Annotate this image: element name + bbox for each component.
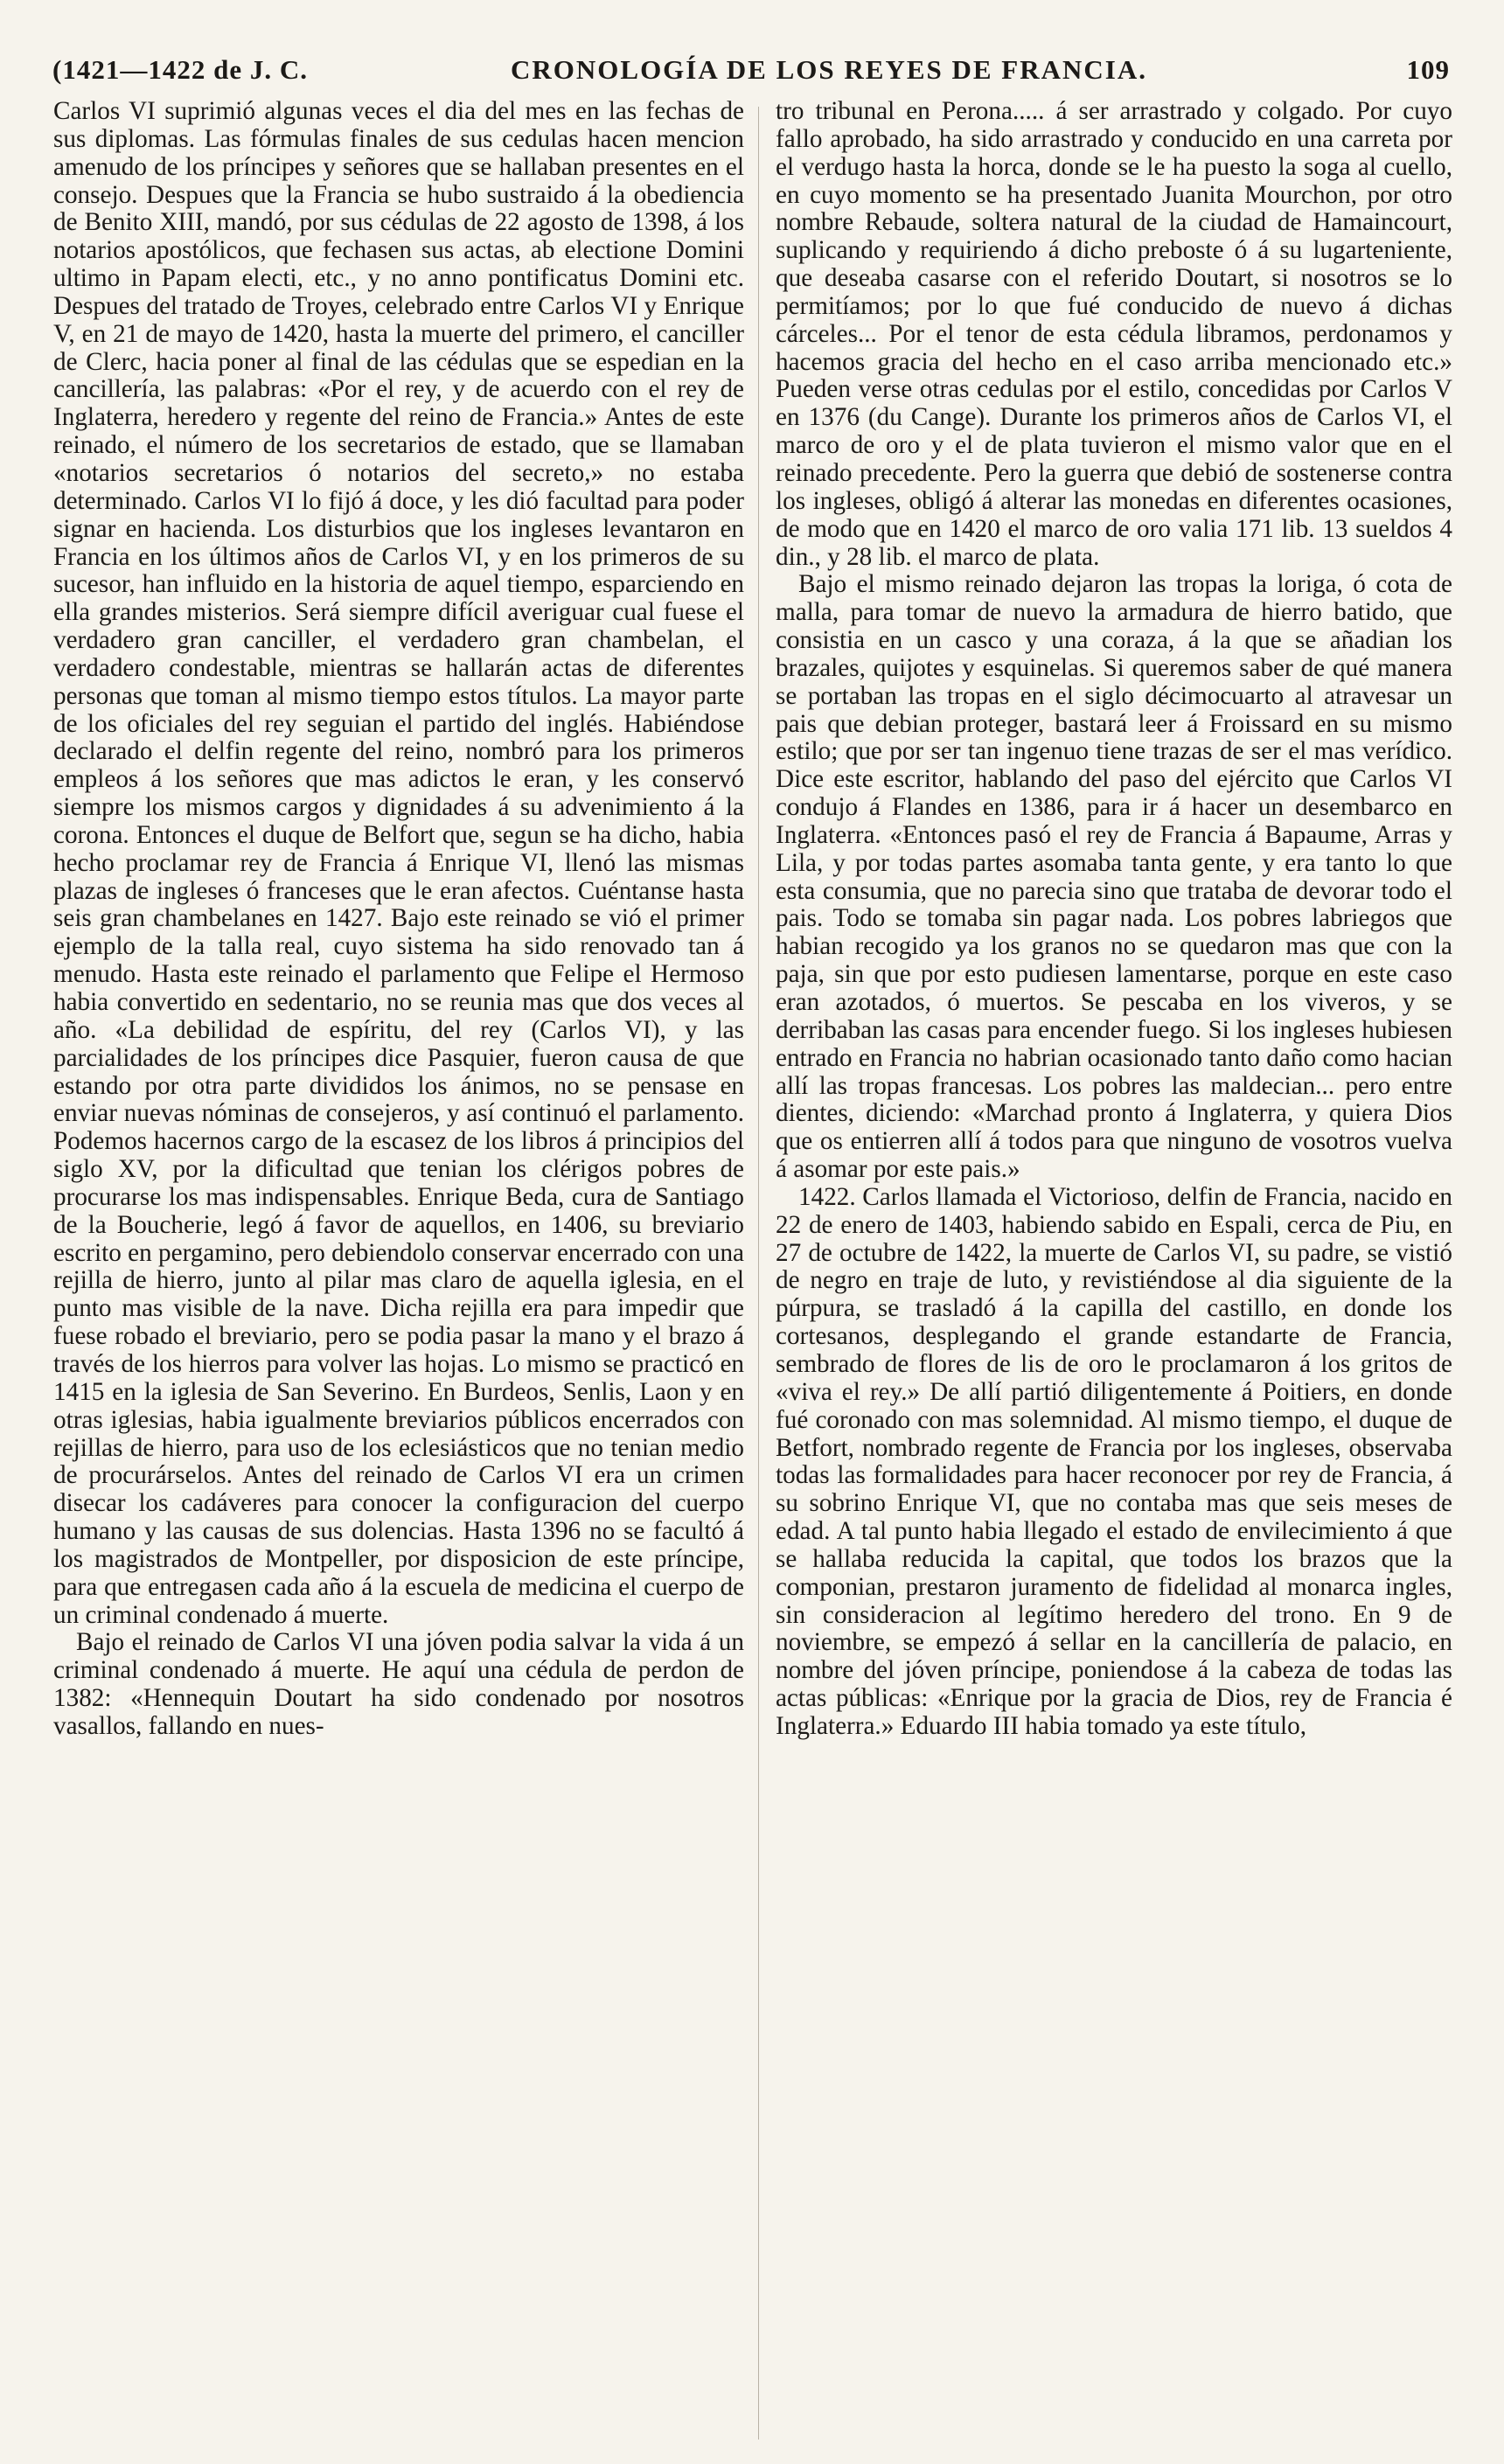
paragraph-doutart-continued: tro tribunal en Perona..... á ser arrastrado y colgado. Por cuyo fallo aprobado, ha sido arrastrado y conducido en una carreta por el verdugo hasta la horca, donde se le ha puesto la soga al cuello, en cuyo momento se ha presentado Juanita Mourchon, por otro nombre Rebaude, soltera natural de la ciudad de Hamaincourt, suplicando y requiriendo á dicho preboste ó á su lugarteniente, que deseaba casarse con el referido Doutart, si nosotros se lo permitíamos; por lo que fué conducido de nuevo á dichas cárceles... Por el tenor de esta cédula libramos, perdonamos y hacemos gracia del hecho en el caso arriba mencionado etc.» Pueden verse otras cedulas por el estilo, concedidas por Carlos V en 1376 (du Cange). Durante los primeros años de Carlos VI, el marco de oro y el de plata tuvieron el mismo valor que en el reinado precedente. Pero la guerra que debió de sostenerse contra los ingleses, obligó á alterar las monedas en diferentes ocasiones, de modo que en 1420 el marco de oro valia 171 lib. 13 sueldos 4 din., y 28 lib. el marco de plata. — [776, 97, 1452, 571]
page-header — [52, 54, 1450, 93]
paragraph-1422-carlos-vii: 1422. Carlos llamada el Victorioso, delfin de Francia, nacido en 22 de enero de 1403, habiendo sabido en Espali, cerca de Piu, en 27 de octubre de 1422, la muerte de Carlos VI, su padre, se vistió de negro en traje de luto, y revistiéndose al dia siguiente de la púrpura, se trasladó á la capilla del castillo, en donde los cortesanos, desplegando el grande estandarte de Francia, sembrado de flores de lis de oro le proclamaron á los gritos de «viva el rey.» De allí partió diligentemente á Poitiers, en donde fué coronado con mas solemnidad. Al mismo tiempo, el duque de Betfort, nombrado regente de Francia por los ingleses, observaba todas las formalidades para hacer reconocer por rey de Francia, á su sobrino Enrique VI, que no contaba mas que seis meses de edad. A tal punto habia llegado el estado de envilecimiento á que se hallaba reducida la capital, que todos los brazos que la componian, prestaron juramento de fidelidad al monarca ingles, sin consideracion al legítimo heredero del trono. En 9 de noviembre, se empezó á sellar en la cancillería de palacio, en nombre del jóven príncipe, poniendose á la cabeza de todas las actas públicas: «Enrique por la gracia de Dios, rey de Francia é Inglaterra.» Eduardo III habia tomado ya este título, — [776, 1182, 1452, 1740]
left-column — [53, 98, 744, 2441]
header-date-range: (1421—1422 de J. C. — [52, 54, 308, 85]
header-running-title: CRONOLOGÍA DE LOS REYES DE FRANCIA. — [511, 54, 1147, 85]
right-column — [776, 98, 1452, 2441]
page-number: 109 — [1406, 54, 1450, 85]
paragraph-troops-armour: Bajo el mismo reinado dejaron las tropas la loriga, ó cota de malla, para tomar de nuevo la armadura de hierro batido, que consistia en un casco y una coraza, á la que se añadian los brazales, quijotes y esquinelas. Si queremos saber de qué manera se portaban las tropas en el siglo décimocuarto al atravesar un pais que debian proteger, bastará leer á Froissard en su mismo estilo; que por ser tan ingenuo tiene trazas de ser el mas verídico. Dice este escritor, hablando del paso del ejército que Carlos VI condujo á Flandes en 1386, para ir á hacer un desembarco en Inglaterra. «Entonces pasó el rey de Francia á Bapaume, Arras y Lila, y por todas partes asomaba tanta gente, y era tanto lo que esta consumia, que no parecia sino que trataba de devorar todo el pais. Todo se tomaba sin pagar nada. Los pobres labriegos que habian recogido ya los granos no se quedaron mas que con la paja, sin que por esto pudiesen lamentarse, porque en este caso eran azotados, ó muertos. Se pescaba en los viveros, y se derribaban las casas para encender fuego. Si los ingleses hubiesen entrado en Francia no habrian ocasionado tanto daño como hacian allí las tropas francesas. Los pobres las maldecian... pero entre dientes, diciendo: «Marchad pronto á Inglaterra, y quiera Dios que os entierren allí á todos para que ninguno de vosotros vuelva á asomar por este pais.» — [776, 570, 1452, 1184]
paragraph-carlos-vi-diplomas: Carlos VI suprimió algunas veces el dia del mes en las fechas de sus diplomas. Las fórmulas finales de sus cedulas hacen mencion amenudo de los príncipes y señores que se hallaban presentes en el consejo. Despues que la Francia se hubo sustraido á la obediencia de Benito XIII, mandó, por sus cédulas de 22 agosto de 1398, á los notarios apostólicos, que fechasen sus actas, ab electione Domini ultimo in Papam electi, etc., y no anno pontificatus Domini etc. Despues del tratado de Troyes, celebrado entre Carlos VI y Enrique V, en 21 de mayo de 1420, hasta la muerte del primero, el canciller de Clerc, hacia poner al final de las cédulas que se espedian en la cancillería, las palabras: «Por el rey, y de acuerdo con el rey de Inglaterra, heredero y regente del reino de Francia.» Antes de este reinado, el número de los secretarios de estado, que se llamaban «notarios secretarios ó notarios del secreto,» no estaba determinado. Carlos VI lo fijó á doce, y les dió facultad para poder signar en hacienda. Los disturbios que los ingleses levantaron en Francia en los últimos años de Carlos VI, y en los primeros de su sucesor, han influido en la historia de aquel tiempo, esparciendo en ella grandes misterios. Será siempre difícil averiguar cual fuese el verdadero gran canciller, el verdadero gran chambelan, el verdadero condestable, mientras se hallarán actas de diferentes personas que toman al mismo tiempo estos títulos. La mayor parte de los oficiales del rey seguian el partido del inglés. Habiéndose declarado el delfin regente del reino, nombró para los primeros empleos á los señores que mas adictos le eran, y les conservó siempre los mismos cargos y dignidades á su advenimiento á la corona. Entonces el duque de Belfort que, segun se ha dicho, habia hecho proclamar rey de Francia á Enrique VI, llenó las mismas plazas de ingleses ó franceses que le eran afectos. Cuéntanse hasta seis gran chambelanes en 1427. Bajo este reinado se vió el primer ejemplo de la talla real, cuyo sistema ha sido renovado tan á menudo. Hasta este reinado el parlamento que Felipe el Hermoso habia convertido en sedentario, no se reunia mas que dos veces al año. «La debilidad de espíritu, del rey (Carlos VI), y las parcialidades de los príncipes dice Pasquier, fueron causa de que estando por otra parte divididos los ánimos, no se pensase en enviar nuevas nóminas de consejeros, y así continuó el parlamento. Podemos hacernos cargo de la escasez de los libros á principios del siglo XV, por la dificultad que tenian los clérigos pobres de procurarse los mas indispensables. Enrique Beda, cura de Santiago de la Boucherie, legó á favor de aquellos, en 1406, su breviario escrito en pergamino, pero debiendolo conservar encerrado con una rejilla de hierro, junto al pilar mas claro de aquella iglesia, en el punto mas visible de la nave. Dicha rejilla era para impedir que fuese robado el breviario, pero se podia pasar la mano y el brazo á través de los hierros para volver las hojas. Lo mismo se practicó en 1415 en la iglesia de San Severino. En Burdeos, Senlis, Laon y en otras iglesias, habia igualmente breviarios públicos encerrados con rejillas de hierro, para uso de los eclesiásticos que no tenian medio de procurárselos. Antes del reinado de Carlos VI era un crimen disecar los cadáveres para conocer la configuracion del cuerpo humano y las causas de sus dolencias. Hasta 1396 no se facultó á los magistrados de Montpeller, por disposicion de este príncipe, para que entregasen cada año á la escuela de medicina el cuerpo de un criminal condenado á muerte. — [53, 97, 744, 1629]
column-divider — [758, 107, 759, 2440]
paragraph-pardon-cedula: Bajo el reinado de Carlos VI una jóven podia salvar la vida á un criminal condenado á muerte. He aquí una cédula de perdon de 1382: «Hennequin Doutart ha sido condenado por nosotros vasallos, fallando en nues- — [53, 1628, 744, 1740]
